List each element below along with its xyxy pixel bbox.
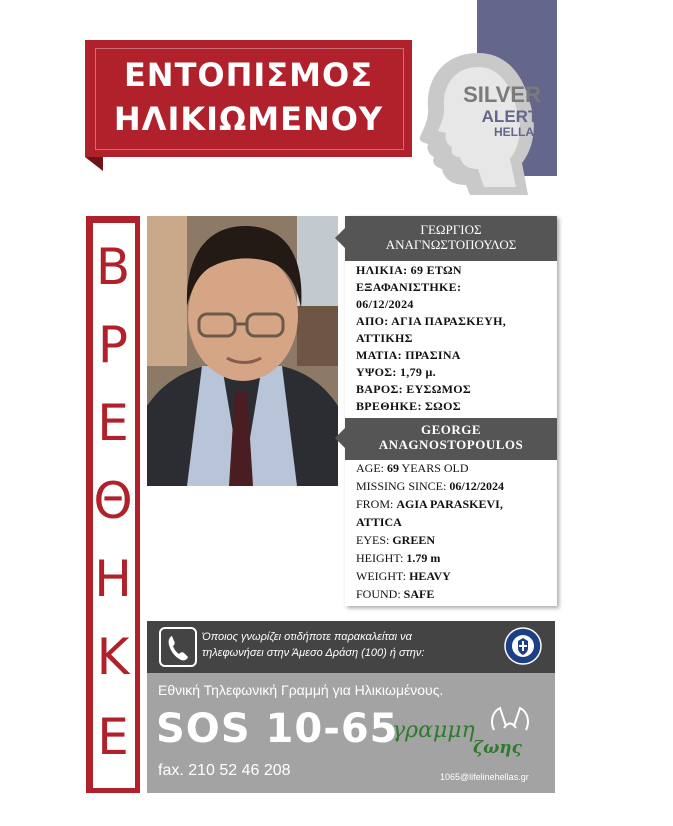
greek-detail: ΒΑΡΟΣ: ΕΥΣΩΜΟΣ <box>356 382 472 396</box>
detail-label: AGE: <box>356 461 384 475</box>
hands-icon <box>480 700 540 740</box>
name-tag-notch <box>335 228 345 248</box>
detail-value: 1.79 m <box>406 551 441 565</box>
greek-detail: 06/12/2024 <box>356 297 414 311</box>
detail-value: HEAVY <box>409 569 451 583</box>
english-detail <box>356 587 434 602</box>
detail-value: AGIA PARASKEVI, <box>396 497 503 511</box>
fax-number: fax. 210 52 46 208 <box>158 762 291 779</box>
english-detail <box>356 533 435 548</box>
lifeline-logo-word2: ζωης <box>473 738 522 758</box>
english-detail <box>356 479 504 494</box>
english-detail <box>356 569 451 584</box>
english-first-name: GEORGE <box>420 422 482 437</box>
found-letter: Θ <box>93 472 133 530</box>
found-letter: Ε <box>97 394 129 452</box>
greek-detail: ΥΨΟΣ: 1,79 μ. <box>356 365 436 379</box>
greek-detail: ΒΡΕΘΗΚΕ: ΣΩΟΣ <box>356 399 461 413</box>
banner-title-line1: ΕΝΤΟΠΙΣΜΟΣ <box>123 56 374 94</box>
found-letter: Ρ <box>97 316 129 374</box>
english-detail <box>356 461 469 476</box>
banner-fold <box>85 157 103 171</box>
detail-value: 69 <box>387 461 399 475</box>
detail-label: FOUND: <box>356 587 401 601</box>
hotline-subtitle: Εθνική Τηλεφωνική Γραμμή για Ηλικιωμένους. <box>158 682 444 698</box>
detail-label: WEIGHT: <box>356 569 407 583</box>
greek-name-tag <box>345 216 557 261</box>
person-photo <box>147 216 338 486</box>
hotline-email[interactable]: 1065@lifelinehellas.gr <box>440 772 529 782</box>
banner-title-line2: ΗΛΙΚΙΩΜΕΝΟΥ <box>113 100 384 138</box>
hotline-note-line2: τηλεφωνήσει στην Άμεσο Δράση (100) ή στην: <box>202 647 425 659</box>
hotline-note-line1: Όποιος γνωρίζει οτιδήποτε παρακαλείται να <box>202 631 412 643</box>
police-seal-icon <box>504 626 542 666</box>
logo-hellas-text: HELLAS <box>494 125 542 139</box>
logo-alert-text: ALERT <box>481 107 539 126</box>
english-detail <box>356 515 402 530</box>
lifeline-logo-word1: γραμμη <box>392 718 475 743</box>
greek-detail: ΑΠΟ: ΑΓΙΑ ΠΑΡΑΣΚΕΥΗ, <box>356 314 507 328</box>
phone-icon <box>159 627 197 667</box>
found-letter: Κ <box>96 628 130 686</box>
found-letter: Η <box>94 550 132 608</box>
detail-value: 06/12/2024 <box>449 479 505 493</box>
greek-last-name: ΑΝΑΓΝΩΣΤΟΠΟΥΛΟΣ <box>385 237 517 252</box>
detail-label: HEIGHT: <box>356 551 404 565</box>
found-letter: Ε <box>97 708 129 766</box>
detail-label: EYES: <box>356 533 390 547</box>
found-letter: Β <box>95 238 131 296</box>
detail-label: FROM: <box>356 497 394 511</box>
english-detail <box>356 497 503 512</box>
name-tag-notch <box>335 428 345 448</box>
detail-suffix: YEARS OLD <box>399 461 469 475</box>
greek-detail: ΗΛΙΚΙΑ: 69 ΕΤΩΝ <box>356 263 462 277</box>
detail-value: SAFE <box>403 587 435 601</box>
greek-first-name: ΓΕΩΡΓΙΟΣ <box>420 222 482 237</box>
detail-label: MISSING SINCE: <box>356 479 447 493</box>
logo-silver-text: SILVER <box>463 82 541 107</box>
english-detail <box>356 551 440 566</box>
greek-detail: ΑΤΤΙΚΗΣ <box>356 331 413 345</box>
english-name-tag <box>345 418 557 460</box>
english-last-name: ANAGNOSTOPOULOS <box>378 437 524 452</box>
greek-detail: ΜΑΤΙΑ: ΠΡΑΣΙΝΑ <box>356 348 461 362</box>
detail-value: ATTICA <box>356 515 402 529</box>
sos-number: SOS 10-65 <box>156 706 399 752</box>
greek-detail: ΕΞΑΦΑΝΙΣΤΗΚΕ: <box>356 280 462 294</box>
detail-value: GREEN <box>392 533 436 547</box>
